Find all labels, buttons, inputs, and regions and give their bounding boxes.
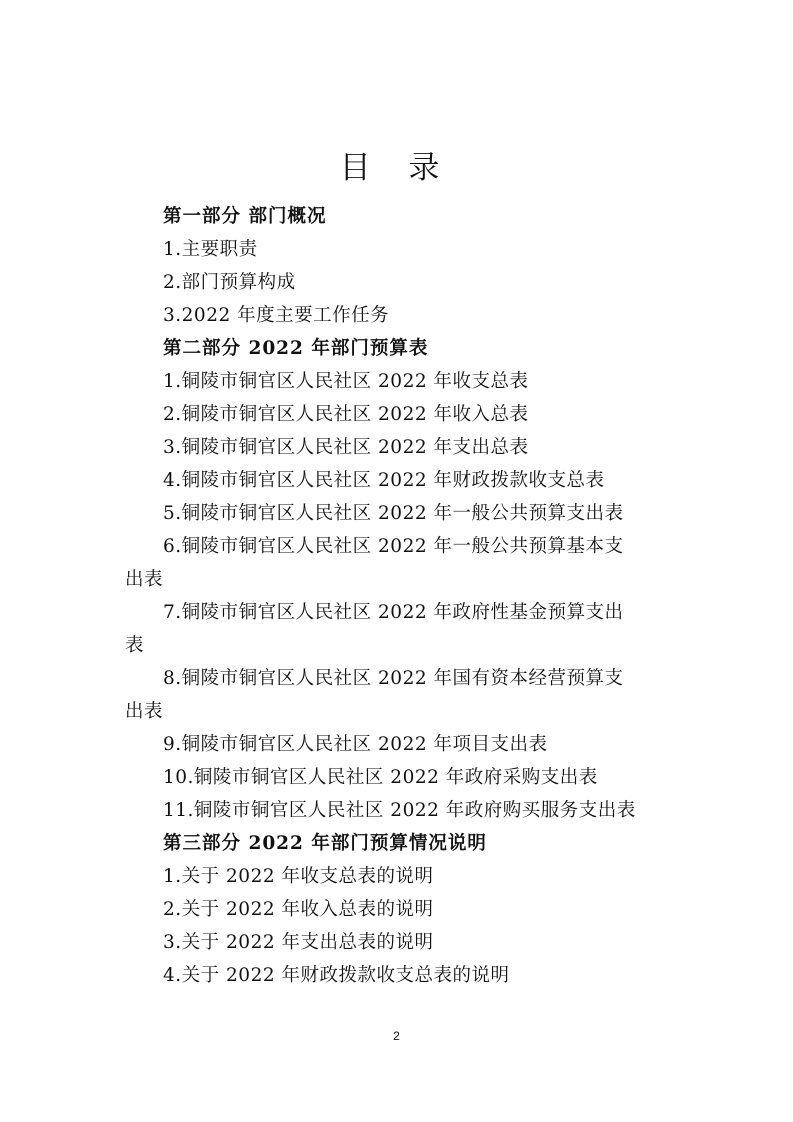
toc-item: 3.铜陵市铜官区人民社区 2022 年支出总表 [163, 437, 529, 458]
part3-heading: 第三部分 2022 年部门预算情况说明 [163, 833, 487, 854]
toc-item: 9.铜陵市铜官区人民社区 2022 年项目支出表 [163, 734, 548, 755]
toc-item: 2.关于 2022 年收入总表的说明 [163, 899, 434, 920]
toc-item: 11.铜陵市铜官区人民社区 2022 年政府购买服务支出表 [163, 800, 636, 821]
page-title: 目 录 [339, 149, 454, 186]
toc-item-line2: 出表 [125, 701, 164, 722]
toc-item: 1.主要职责 [163, 239, 258, 260]
toc-item-wrapped [125, 530, 685, 596]
toc-item-line1: 8.铜陵市铜官区人民社区 2022 年国有资本经营预算支 [163, 668, 624, 689]
toc-item: 2.铜陵市铜官区人民社区 2022 年收入总表 [163, 404, 529, 425]
toc-item-line2: 表 [125, 635, 145, 656]
page-number: 2 [393, 1029, 400, 1043]
part2-heading: 第二部分 2022 年部门预算表 [163, 338, 429, 359]
toc-item-line1: 7.铜陵市铜官区人民社区 2022 年政府性基金预算支出 [163, 602, 624, 623]
toc-item: 3.关于 2022 年支出总表的说明 [163, 932, 434, 953]
table-of-contents [125, 200, 685, 992]
toc-item-line1: 6.铜陵市铜官区人民社区 2022 年一般公共预算基本支 [163, 536, 624, 557]
toc-item-line2: 出表 [125, 569, 164, 590]
toc-item: 3.2022 年度主要工作任务 [163, 305, 390, 326]
toc-item-wrapped [125, 662, 685, 728]
part1-heading: 第一部分 部门概况 [163, 206, 327, 227]
toc-item: 4.铜陵市铜官区人民社区 2022 年财政拨款收支总表 [163, 470, 605, 491]
toc-item: 4.关于 2022 年财政拨款收支总表的说明 [163, 965, 510, 986]
toc-item: 10.铜陵市铜官区人民社区 2022 年政府采购支出表 [163, 767, 598, 788]
toc-item: 2.部门预算构成 [163, 272, 296, 293]
toc-item: 5.铜陵市铜官区人民社区 2022 年一般公共预算支出表 [163, 503, 624, 524]
toc-item: 1.铜陵市铜官区人民社区 2022 年收支总表 [163, 371, 529, 392]
toc-item-wrapped [125, 596, 685, 662]
toc-item: 1.关于 2022 年收支总表的说明 [163, 866, 434, 887]
